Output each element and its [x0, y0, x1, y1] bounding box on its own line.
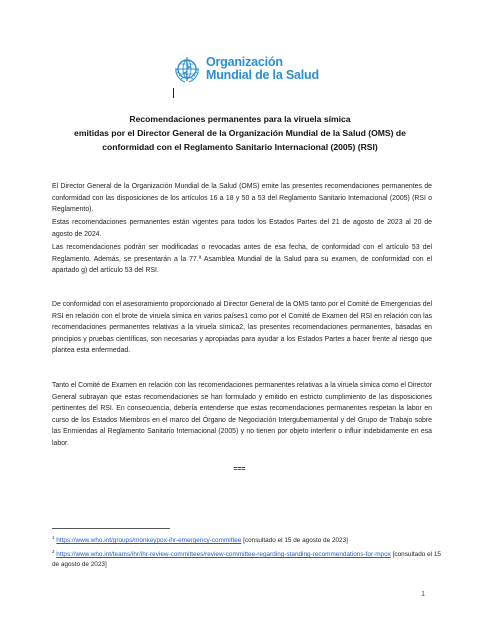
document-title	[40, 112, 440, 154]
text-cursor	[173, 88, 174, 98]
page-number: 1	[421, 591, 425, 598]
paragraph-compliance: Tanto el Comité de Examen en relación con las recomendaciones permanentes relativas a la viruela símica como el Director General subrayan que estas recomendaciones se han formulado y emitido en estricto cumplimiento de las disposiciones pertinentes del RSI. En consecuencia, debería entenderse que estas recomendaciones permanentes respetan la labor en curso de los Estados Miembros en el marco del Órgano de Negociación Intergubernamental y del Grupo de Trabajo sobre las Enmiendas al Reglamento Sanitario Internacional (2005) y no tienen por objeto interferir o influir indebidamente en esa labor.	[52, 382, 432, 447]
section-separator: ===	[233, 466, 246, 473]
title-line-3: conformidad con el Reglamento Sanitario Internacional (2005) (RSI)	[102, 142, 378, 152]
who-emblem-icon	[172, 54, 202, 84]
footnote-link[interactable]: https://www.who.int/teams/ihr/ihr-review-committees/review-committee-regarding-standing-recommendations-for-mpox	[56, 551, 391, 559]
paragraph-modification: Las recomendaciones podrán ser modificadas o revocadas antes de esa fecha, de conformidad con el artículo 53 del Reglamento. Además, se presentarán a la 77.ª Asamblea Mundial de la Salud para su examen, de conformidad con el apartado g) del artículo 53 del RSI.	[52, 244, 432, 274]
who-logo	[172, 54, 319, 84]
paragraph-validity: Estas recomendaciones permanentes están vigentes para todos los Estados Partes del 21 de agosto de 2023 al 20 de agosto de 2024.	[52, 219, 432, 238]
paragraph-intro: El Director General de la Organización Mundial de la Salud (OMS) emite las presentes recomendaciones permanentes de conformidad con las disposiciones de los artículos 16 a 18 y 50 a 53 del Reglamento Sanitario Internacional (2005) (RSI o Reglamento).	[52, 183, 432, 213]
title-line-1: Recomendaciones permanentes para la viruela símica	[129, 114, 351, 124]
logo-line-2: Mundial de la Salud	[206, 68, 319, 82]
title-line-2: emitidas por el Director General de la Organización Mundial de la Salud (OMS) de	[74, 128, 406, 138]
footnote-link[interactable]: https://www.who.int/groups/monkeypox-ihr-emergency-committee	[56, 537, 242, 545]
logo-line-1: Organización	[206, 55, 283, 69]
paragraph-advice: De conformidad con el asesoramiento proporcionado al Director General de la OMS tanto por el Comité de Emergencias del RSI en relación con el brote de viruela símica en varios países1 como por el Comité de Examen del RSI en relación con las recomendaciones permanentes relativas a la viruela símica2, las presentes recomendaciones permanentes, basadas en principios y pruebas científicas, son necesarias y apropiadas para ayudar a los Estados Partes a hacer frente al riesgo que plantea esta enfermedad.	[52, 301, 432, 354]
footnote-marker: 1	[52, 535, 55, 540]
footnote-note: [consultado el 15 de agosto de 2023]	[241, 537, 348, 545]
footnote-2	[52, 547, 442, 570]
who-logo-wordmark	[206, 56, 319, 82]
footnote-rule	[52, 528, 170, 529]
footnote-note: [consultado el 15 de agosto de 2023]	[52, 551, 441, 569]
footnote-marker: 2	[52, 549, 55, 554]
footnote-1	[52, 533, 442, 546]
